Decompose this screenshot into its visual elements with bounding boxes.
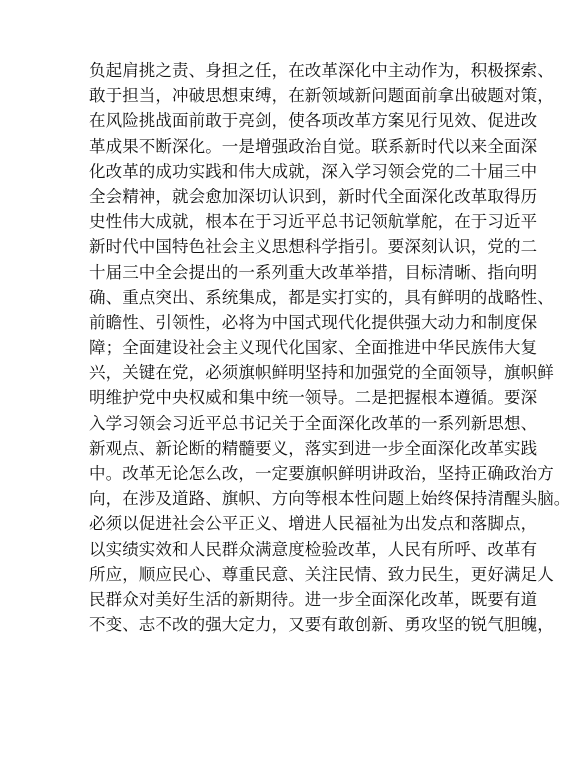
text-line: 不变、志不改的强大定力，又要有敢创新、勇攻坚的锐气胆魄， <box>89 615 554 635</box>
text-line: 入学习领会习近平总书记关于全面深化改革的一系列新思想、 <box>89 413 538 433</box>
text-line: 向，在涉及道路、旗帜、方向等根本性问题上始终保持清醒头脑。 <box>89 489 571 509</box>
text-line: 民群众对美好生活的新期待。进一步全面深化改革，既要有道 <box>89 589 538 609</box>
text-line: 史性伟大成就，根本在于习近平总书记领航掌舵，在于习近平 <box>89 212 538 232</box>
text-line: 障；全面建设社会主义现代化国家、全面推进中华民族伟大复 <box>89 338 538 358</box>
text-line: 确、重点突出、系统集成，都是实打实的，具有鲜明的战略性、 <box>89 287 554 307</box>
text-line: 敢于担当，冲破思想束缚，在新领域新问题面前拿出破题对策， <box>89 86 554 106</box>
text-line: 前瞻性、引领性，必将为中国式现代化提供强大动力和制度保 <box>89 312 538 332</box>
text-line: 兴，关键在党，必须旗帜鲜明坚持和加强党的全面领导，旗帜鲜 <box>89 363 554 383</box>
text-line: 以实绩实效和人民群众满意度检验改革，人民有所呼、改革有 <box>89 539 538 559</box>
text-line: 新观点、新论断的精髓要义，落实到进一步全面深化改革实践 <box>89 438 538 458</box>
text-line: 新时代中国特色社会主义思想科学指引。要深刻认识，党的二 <box>89 237 538 257</box>
text-line: 中。改革无论怎么改，一定要旗帜鲜明讲政治，坚持正确政治方 <box>89 464 554 483</box>
text-line: 明维护党中央权威和集中统一领导。二是把握根本遵循。要深 <box>89 388 538 408</box>
text-line: 革成果不断深化。一是增强政治自觉。联系新时代以来全面深 <box>89 136 538 156</box>
text-line: 十届三中全会提出的一系列重大改革举措，目标清晰、指向明 <box>89 262 538 282</box>
text-line: 在风险挑战面前敢于亮剑，使各项改革方案见行见效、促进改 <box>89 111 538 131</box>
text-line: 负起肩挑之责、身担之任，在改革深化中主动作为，积极探索、 <box>89 61 554 80</box>
body-paragraph <box>89 58 571 637</box>
text-line: 全会精神，就会愈加深切认识到，新时代全面深化改革取得历 <box>89 186 538 206</box>
text-line: 必须以促进社会公平正义、增进人民福祉为出发点和落脚点， <box>89 514 538 534</box>
text-line: 所应，顺应民心、尊重民意、关注民情、致力民生，更好满足人 <box>89 564 554 584</box>
text-line: 化改革的成功实践和伟大成就，深入学习领会党的二十届三中 <box>89 161 538 181</box>
